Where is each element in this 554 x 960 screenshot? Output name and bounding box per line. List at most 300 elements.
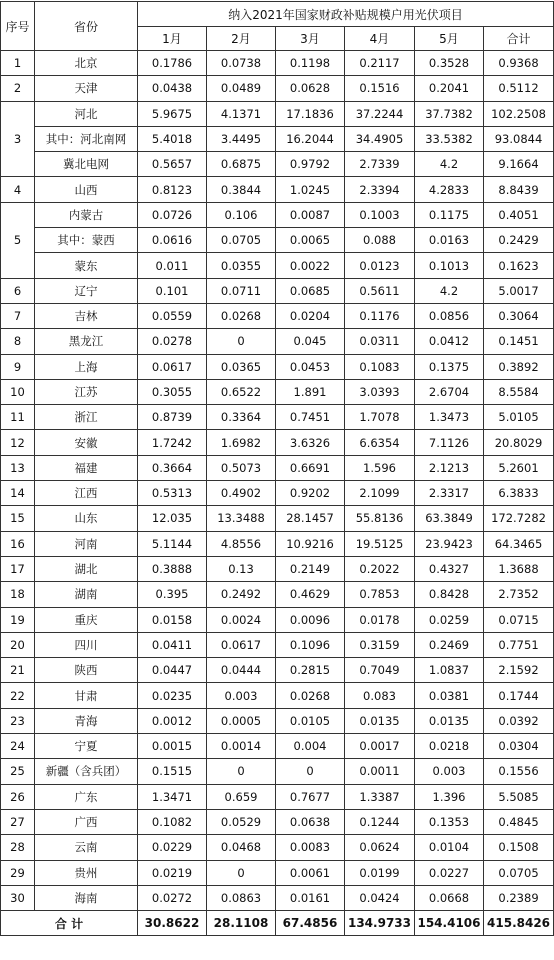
seq-cell: 8 [1,329,35,354]
value-cell: 0.0355 [207,253,276,278]
table-row [1,734,554,759]
total-cell: 415.8426 [484,911,554,936]
value-cell: 0.6691 [276,455,345,480]
month-header: 5月 [415,27,484,51]
value-cell: 0.7451 [276,405,345,430]
value-cell: 0.0438 [138,76,207,101]
table-row [1,481,554,506]
seq-cell: 24 [1,734,35,759]
month-header: 1月 [138,27,207,51]
row-total-cell: 9.1664 [484,152,554,177]
table-row [1,860,554,885]
total-label: 合 计 [1,911,138,936]
value-cell: 0.0158 [138,607,207,632]
value-cell: 0.0381 [415,683,484,708]
value-cell: 0.0685 [276,278,345,303]
row-total-cell: 0.2389 [484,885,554,910]
row-total-cell: 0.1508 [484,835,554,860]
value-cell: 0.106 [207,202,276,227]
seq-cell: 23 [1,708,35,733]
province-cell: 广东 [35,784,138,809]
total-row [1,911,554,936]
value-cell: 0.1176 [345,303,415,328]
table-row [1,329,554,354]
row-total-cell: 20.8029 [484,430,554,455]
value-cell: 0.0863 [207,885,276,910]
month-header: 2月 [207,27,276,51]
value-cell: 0.0447 [138,658,207,683]
table-row [1,278,554,303]
value-cell: 0.3888 [138,556,207,581]
row-total-cell: 8.8439 [484,177,554,202]
table-row [1,379,554,404]
value-cell: 0 [207,759,276,784]
province-cell: 湖北 [35,556,138,581]
row-total-cell: 0.3064 [484,303,554,328]
seq-cell: 19 [1,607,35,632]
value-cell: 2.1213 [415,455,484,480]
province-cell: 江西 [35,481,138,506]
value-cell: 0.045 [276,329,345,354]
value-cell: 0.6875 [207,152,276,177]
value-cell: 0.088 [345,228,415,253]
table-row [1,202,554,227]
row-total-cell: 1.3688 [484,556,554,581]
value-cell: 33.5382 [415,126,484,151]
seq-cell: 20 [1,632,35,657]
value-cell: 0.2815 [276,658,345,683]
table-row [1,885,554,910]
value-cell: 37.2244 [345,101,415,126]
value-cell: 0.0489 [207,76,276,101]
value-cell: 13.3488 [207,506,276,531]
value-cell: 0.1244 [345,809,415,834]
value-cell: 0.0424 [345,885,415,910]
value-cell: 0.0096 [276,607,345,632]
value-cell: 0.0559 [138,303,207,328]
row-total-cell: 5.5085 [484,784,554,809]
value-cell: 0.4902 [207,481,276,506]
table-row [1,658,554,683]
row-total-cell: 0.3892 [484,354,554,379]
value-cell: 23.9423 [415,531,484,556]
table-row [1,354,554,379]
value-cell: 0.3055 [138,379,207,404]
row-total-cell: 5.0017 [484,278,554,303]
value-cell: 1.3471 [138,784,207,809]
province-cell: 宁夏 [35,734,138,759]
seq-cell: 26 [1,784,35,809]
value-cell: 0.0616 [138,228,207,253]
value-cell: 0.1096 [276,632,345,657]
province-cell: 北京 [35,51,138,76]
value-cell: 0.2022 [345,556,415,581]
province-cell: 江苏 [35,379,138,404]
value-cell: 0.5313 [138,481,207,506]
value-cell: 0.0083 [276,835,345,860]
value-cell: 0.0014 [207,734,276,759]
value-cell: 0.101 [138,278,207,303]
value-cell: 0.004 [276,734,345,759]
province-cell: 山东 [35,506,138,531]
value-cell: 0 [276,759,345,784]
value-cell: 4.2 [415,152,484,177]
value-cell: 0.0268 [276,683,345,708]
seq-cell: 3 [1,101,35,177]
value-cell: 3.6326 [276,430,345,455]
value-cell: 0.0738 [207,51,276,76]
value-cell: 0.0856 [415,303,484,328]
value-cell: 0.0204 [276,303,345,328]
value-cell: 0.0199 [345,860,415,885]
value-cell: 0.3528 [415,51,484,76]
value-cell: 0.0012 [138,708,207,733]
value-cell: 0.5611 [345,278,415,303]
value-cell: 0.395 [138,582,207,607]
value-cell: 0.0235 [138,683,207,708]
table-row [1,228,554,253]
province-cell: 海南 [35,885,138,910]
table-row [1,556,554,581]
value-cell: 16.2044 [276,126,345,151]
value-cell: 5.9675 [138,101,207,126]
table-row [1,152,554,177]
row-total-cell: 0.1451 [484,329,554,354]
value-cell: 0.1353 [415,809,484,834]
row-total-cell: 0.4051 [484,202,554,227]
value-cell: 0.083 [345,683,415,708]
value-cell: 0.9792 [276,152,345,177]
value-cell: 63.3849 [415,506,484,531]
value-cell: 0.2149 [276,556,345,581]
value-cell: 0.1786 [138,51,207,76]
value-cell: 0.003 [207,683,276,708]
month-header: 3月 [276,27,345,51]
row-total-cell: 0.0715 [484,607,554,632]
table-row [1,253,554,278]
value-cell: 0.0638 [276,809,345,834]
value-cell: 0.0272 [138,885,207,910]
value-cell: 4.1371 [207,101,276,126]
value-cell: 0 [207,860,276,885]
value-cell: 1.7242 [138,430,207,455]
value-cell: 0.0218 [415,734,484,759]
value-cell: 1.0245 [276,177,345,202]
province-cell: 青海 [35,708,138,733]
province-cell: 冀北电网 [35,152,138,177]
value-cell: 0.1083 [345,354,415,379]
value-cell: 0.0617 [207,632,276,657]
value-cell: 0.3159 [345,632,415,657]
table-row [1,506,554,531]
seq-cell: 12 [1,430,35,455]
value-cell: 0 [207,329,276,354]
seq-cell: 25 [1,759,35,784]
value-cell: 0.0005 [207,708,276,733]
row-total-cell: 0.0705 [484,860,554,885]
value-cell: 0.2041 [415,76,484,101]
value-cell: 0.1375 [415,354,484,379]
value-cell: 0.0705 [207,228,276,253]
value-cell: 0.0163 [415,228,484,253]
row-total-cell: 0.9368 [484,51,554,76]
row-total-cell: 5.2601 [484,455,554,480]
row-total-cell: 0.1623 [484,253,554,278]
pv-subsidy-table [0,1,554,936]
row-total-cell: 0.5112 [484,76,554,101]
seq-cell: 21 [1,658,35,683]
value-cell: 0.2492 [207,582,276,607]
table-header [1,2,554,51]
province-cell: 其中：河北南网 [35,126,138,151]
value-cell: 0.8739 [138,405,207,430]
seq-cell: 4 [1,177,35,202]
value-cell: 1.891 [276,379,345,404]
value-cell: 37.7382 [415,101,484,126]
value-cell: 0.7853 [345,582,415,607]
value-cell: 0.7049 [345,658,415,683]
value-cell: 0.0726 [138,202,207,227]
value-cell: 2.7339 [345,152,415,177]
seq-header: 序号 [1,2,35,51]
value-cell: 55.8136 [345,506,415,531]
value-cell: 0.0022 [276,253,345,278]
value-cell: 0.1516 [345,76,415,101]
table-row [1,809,554,834]
row-total-cell: 5.0105 [484,405,554,430]
value-cell: 1.6982 [207,430,276,455]
province-cell: 上海 [35,354,138,379]
value-cell: 0.0468 [207,835,276,860]
province-cell: 天津 [35,76,138,101]
seq-cell: 6 [1,278,35,303]
value-cell: 0.0278 [138,329,207,354]
value-cell: 5.4018 [138,126,207,151]
value-cell: 0.2117 [345,51,415,76]
value-cell: 2.6704 [415,379,484,404]
province-cell: 黑龙江 [35,329,138,354]
value-cell: 0.0161 [276,885,345,910]
table-row [1,455,554,480]
seq-cell: 1 [1,51,35,76]
value-cell: 1.0837 [415,658,484,683]
row-total-cell: 0.0304 [484,734,554,759]
table-row [1,607,554,632]
value-cell: 0.2469 [415,632,484,657]
value-cell: 0.1082 [138,809,207,834]
province-cell: 甘肃 [35,683,138,708]
province-cell: 山西 [35,177,138,202]
value-cell: 0.0711 [207,278,276,303]
row-total-cell: 6.3833 [484,481,554,506]
value-cell: 0.8428 [415,582,484,607]
seq-cell: 27 [1,809,35,834]
value-cell: 2.3317 [415,481,484,506]
seq-cell: 5 [1,202,35,278]
row-total-cell: 0.4845 [484,809,554,834]
table-row [1,76,554,101]
table-row [1,177,554,202]
row-total-cell: 0.2429 [484,228,554,253]
total-cell: 154.4106 [415,911,484,936]
value-cell: 0.8123 [138,177,207,202]
province-cell: 吉林 [35,303,138,328]
province-cell: 贵州 [35,860,138,885]
value-cell: 0.1003 [345,202,415,227]
table-row [1,759,554,784]
row-total-cell: 0.0392 [484,708,554,733]
row-total-cell: 8.5584 [484,379,554,404]
value-cell: 0.0087 [276,202,345,227]
province-cell: 新疆（含兵团） [35,759,138,784]
value-cell: 0.003 [415,759,484,784]
row-total-cell: 0.1556 [484,759,554,784]
row-total-cell: 93.0844 [484,126,554,151]
value-cell: 6.6354 [345,430,415,455]
value-cell: 0.13 [207,556,276,581]
value-cell: 0.9202 [276,481,345,506]
value-cell: 0.1515 [138,759,207,784]
total-cell: 28.1108 [207,911,276,936]
province-cell: 重庆 [35,607,138,632]
table-row [1,582,554,607]
value-cell: 34.4905 [345,126,415,151]
province-cell: 浙江 [35,405,138,430]
value-cell: 3.4495 [207,126,276,151]
value-cell: 0.1198 [276,51,345,76]
seq-cell: 10 [1,379,35,404]
value-cell: 4.2 [415,278,484,303]
province-cell: 四川 [35,632,138,657]
value-cell: 1.7078 [345,405,415,430]
value-cell: 2.1099 [345,481,415,506]
province-cell: 湖南 [35,582,138,607]
province-cell: 陕西 [35,658,138,683]
value-cell: 0.1175 [415,202,484,227]
table-row [1,683,554,708]
seq-cell: 7 [1,303,35,328]
value-cell: 0.0178 [345,607,415,632]
value-cell: 1.396 [415,784,484,809]
value-cell: 0.0024 [207,607,276,632]
value-cell: 0.0017 [345,734,415,759]
value-cell: 0.0365 [207,354,276,379]
value-cell: 3.0393 [345,379,415,404]
seq-cell: 17 [1,556,35,581]
value-cell: 0.0227 [415,860,484,885]
seq-cell: 22 [1,683,35,708]
row-total-cell: 0.7751 [484,632,554,657]
table-row [1,405,554,430]
province-cell: 河北 [35,101,138,126]
value-cell: 0.3364 [207,405,276,430]
province-cell: 蒙东 [35,253,138,278]
value-cell: 0.0411 [138,632,207,657]
table-body [1,51,554,911]
value-cell: 0.0219 [138,860,207,885]
seq-cell: 11 [1,405,35,430]
total-cell: 30.8622 [138,911,207,936]
table-row [1,303,554,328]
value-cell: 0.3844 [207,177,276,202]
total-cell: 67.4856 [276,911,345,936]
seq-cell: 9 [1,354,35,379]
value-cell: 0.0453 [276,354,345,379]
value-cell: 0.011 [138,253,207,278]
value-cell: 28.1457 [276,506,345,531]
total-header: 合计 [484,27,554,51]
row-total-cell: 2.1592 [484,658,554,683]
row-total-cell: 0.1744 [484,683,554,708]
province-cell: 内蒙古 [35,202,138,227]
row-total-cell: 64.3465 [484,531,554,556]
value-cell: 0.4629 [276,582,345,607]
value-cell: 0.0065 [276,228,345,253]
value-cell: 0.0061 [276,860,345,885]
value-cell: 0.1013 [415,253,484,278]
value-cell: 0.0135 [415,708,484,733]
value-cell: 0.0412 [415,329,484,354]
seq-cell: 13 [1,455,35,480]
value-cell: 1.3473 [415,405,484,430]
value-cell: 4.2833 [415,177,484,202]
value-cell: 0.5073 [207,455,276,480]
total-cell: 134.9733 [345,911,415,936]
value-cell: 0.4327 [415,556,484,581]
value-cell: 4.8556 [207,531,276,556]
province-cell: 福建 [35,455,138,480]
value-cell: 10.9216 [276,531,345,556]
value-cell: 5.1144 [138,531,207,556]
value-cell: 0.6522 [207,379,276,404]
value-cell: 0.0624 [345,835,415,860]
value-cell: 0.0135 [345,708,415,733]
value-cell: 0.0668 [415,885,484,910]
province-cell: 广西 [35,809,138,834]
month-header: 4月 [345,27,415,51]
value-cell: 17.1836 [276,101,345,126]
value-cell: 0.5657 [138,152,207,177]
table-row [1,632,554,657]
table-row [1,708,554,733]
value-cell: 0.0105 [276,708,345,733]
table-row [1,101,554,126]
value-cell: 7.1126 [415,430,484,455]
table-row [1,126,554,151]
province-cell: 安徽 [35,430,138,455]
value-cell: 0.0229 [138,835,207,860]
value-cell: 0.0628 [276,76,345,101]
seq-cell: 16 [1,531,35,556]
value-cell: 0.0011 [345,759,415,784]
seq-cell: 14 [1,481,35,506]
value-cell: 0.0444 [207,658,276,683]
seq-cell: 30 [1,885,35,910]
value-cell: 1.3387 [345,784,415,809]
table-row [1,430,554,455]
value-cell: 0.3664 [138,455,207,480]
value-cell: 0.0259 [415,607,484,632]
value-cell: 0.0311 [345,329,415,354]
row-total-cell: 172.7282 [484,506,554,531]
row-total-cell: 2.7352 [484,582,554,607]
province-cell: 河南 [35,531,138,556]
value-cell: 12.035 [138,506,207,531]
table-row [1,784,554,809]
province-cell: 辽宁 [35,278,138,303]
seq-cell: 29 [1,860,35,885]
row-total-cell: 102.2508 [484,101,554,126]
